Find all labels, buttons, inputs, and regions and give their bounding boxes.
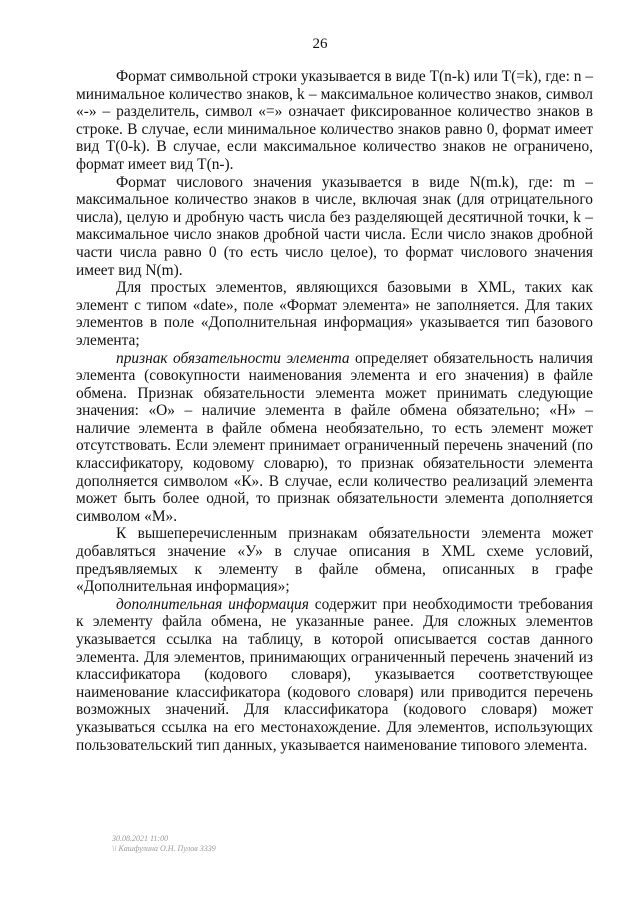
stamp-date: 30.08.2021 11:00 <box>112 834 169 843</box>
paragraph-text: содержит при необходимости требования к элементу файла обмена, не указанные ранее. Для сложных элементов указывается ссылка на таблицу, в которой описывается состав данного элемента. Для элементов, принимающих ограниченный перечень значений из классификатора (кодового словаря), указывается соответствующее наименование классификатора (кодового словаря) или приводится перечень возможных значений. Для классификатора (кодового словаря) может указываться ссылка на его местонахождение. Для элементов, использующих пользовательский тип данных, указывается наименование типового элемента. <box>76 595 593 754</box>
paragraph-simple-elements <box>76 279 593 349</box>
paragraph-text: Формат числового значения указывается в виде N(m.k), где: m – максимальное количество знаков в числе, включая знак (для отрицательного числа), целую и дробную часть числа без разделяющей десятичной точки, k – максимальное число знаков дробной части числа. Если число знаков дробной части числа равно 0 (то есть число целое), то формат числового значения имеет вид N(m). <box>76 173 593 279</box>
document-stamp <box>112 834 216 854</box>
stamp-author: \\ Кашфулина О.Н. Пулов 3339 <box>112 844 216 853</box>
paragraph-additional-info <box>76 596 593 754</box>
paragraph-lead-italic: признак обязательности элемента <box>116 349 350 367</box>
paragraph-text: К вышеперечисленным признакам обязательности элемента может добавляться значение «У» в случае описания в XML схеме условий, предъявляемых к элементу в файле обмена, описанных в графе «Дополнительная информация»; <box>76 525 593 596</box>
paragraph-mandatory-attribute <box>76 350 593 526</box>
paragraph-conditions <box>76 525 593 595</box>
paragraph-string-format <box>76 68 593 174</box>
page-number: 26 <box>312 36 328 52</box>
paragraph-text: Формат символьной строки указывается в виде T(n-k) или T(=k), где: n – минимальное количество знаков, k – максимальное количество знаков, символ «-» – разделитель, символ «=» означает фиксированное количество знаков в строке. В случае, если минимальное количество знаков равно 0, формат имеет вид T(0-k). В случае, если максимальное количество знаков не ограничено, формат имеет вид T(n-). <box>76 68 593 173</box>
paragraph-text: определяет обязательность наличия элемента (совокупности наименования элемента и его значения) в файле обмена. Признак обязательности элемента может принимать следующие значения: «О» – наличие элемента в файле обмена обязательно; «Н» – наличие элемента в файле обмена необязательно, то есть элемент может отсутствовать. Если элемент принимает ограниченный перечень значений (по классификатору, кодовому словарю), то признак обязательности элемента дополняется символом «К». В случае, если количество реализаций элемента может быть более одной, то признак обязательности элемента дополняется символом «М». <box>76 349 593 525</box>
paragraph-text: Для простых элементов, являющихся базовыми в XML, таких как элемент с типом «date», поле «Формат элемента» не заполняется. Для таких элементов в поле «Дополнительная информация» указывается тип базового элемента; <box>76 279 593 349</box>
body-text <box>76 68 593 754</box>
paragraph-lead-italic: дополнительная информация <box>116 595 309 613</box>
paragraph-number-format <box>76 174 593 280</box>
